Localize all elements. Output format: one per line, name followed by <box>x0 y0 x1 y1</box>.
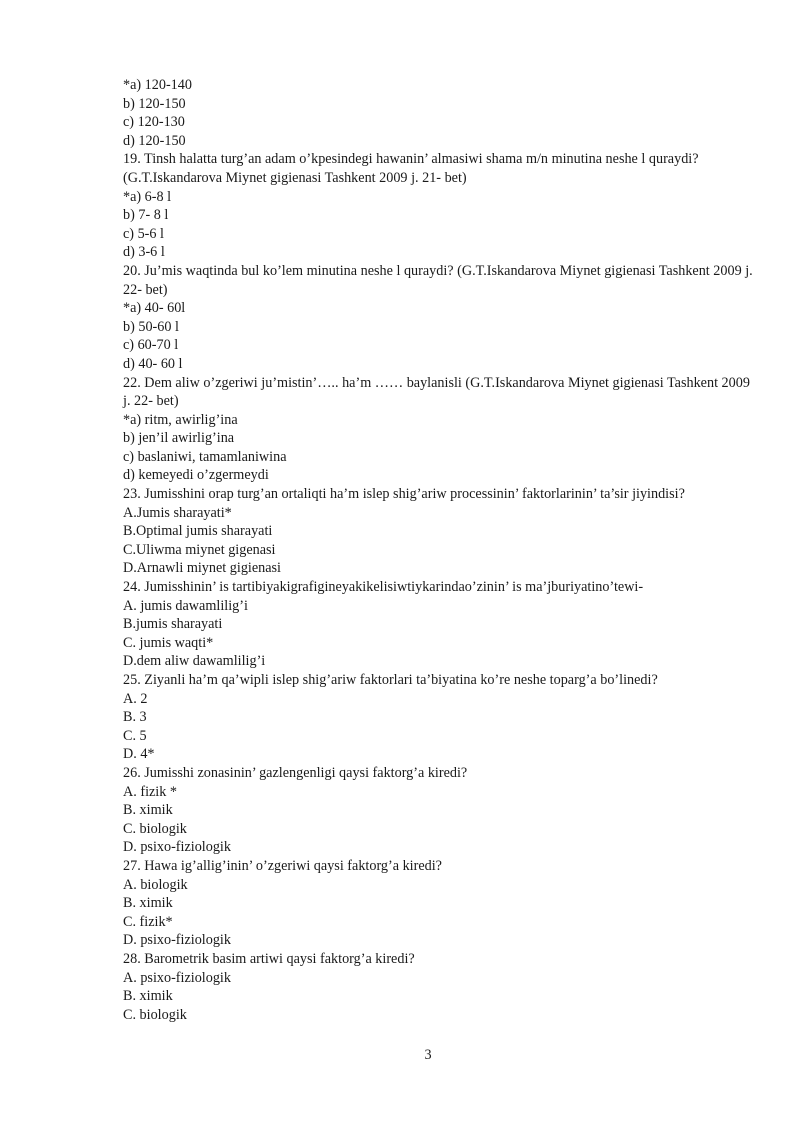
question-text: 22. Dem aliw o’zgeriwi ju’mistin’….. ha’m …… baylanisli (G.T.Iskandarova Miynet gigienasi Tashkent 2009 j. 22- bet) <box>123 374 750 410</box>
text-line: C.Uliwma miynet gigenasi <box>123 541 276 558</box>
page-number: 3 <box>424 1047 432 1063</box>
text-line: D.dem aliw dawamlilig’i <box>123 653 266 670</box>
text-line: B. ximik <box>123 802 173 819</box>
text-line: b) jen’il awirlig’ina <box>123 430 235 447</box>
text-line: C. jumis waqti* <box>123 634 214 651</box>
text-line: C. 5 <box>123 727 147 744</box>
text-line: b) 120-150 <box>123 95 186 112</box>
text-line: b) 7- 8 l <box>123 207 169 224</box>
text-line: A. psixo-fiziologik <box>123 969 231 986</box>
text-line: B.jumis sharayati <box>123 616 223 633</box>
text-line: d) 3-6 l <box>123 244 165 261</box>
text-line: B. 3 <box>123 709 147 726</box>
question-text: 23. Jumisshini orap turg’an ortaliqti ha’m islep shig’ariw processinin’ faktorlarinin’ ta’sir jiyindisi? <box>123 486 685 503</box>
question-text: 27. Hawa ig’allig’inin’ o’zgeriwi qaysi faktorg’a kiredi? <box>123 857 442 874</box>
text-line: c) 5-6 l <box>123 225 164 242</box>
question-text: 24. Jumisshinin’ is tartibiyakigrafigineyakikelisiwtiykarindao’zinin’ is ma’jburiyatino’tewi- <box>123 579 644 596</box>
text-line: A. fizik * <box>123 783 177 800</box>
text-line: c) 120-130 <box>123 114 185 131</box>
text-line: d) kemeyedi o’zgermeydi <box>123 467 269 484</box>
text-line: d) 120-150 <box>123 132 186 149</box>
text-line: b) 50-60 l <box>123 318 179 335</box>
text-line: B. ximik <box>123 988 173 1005</box>
text-line: *a) 120-140 <box>123 77 192 93</box>
text-line: *a) 40- 60l <box>123 300 186 317</box>
text-line: B.Optimal jumis sharayati <box>123 523 273 540</box>
question-text: 25. Ziyanli ha’m qa’wipli islep shig’ariw faktorlari ta’biyatina ko’re neshe toparg’a bo’linedi? <box>123 672 658 688</box>
text-line: c) baslaniwi, tamamlaniwina <box>123 448 287 465</box>
question-text: 26. Jumisshi zonasinin’ gazlengenligi qaysi faktorg’a kiredi? <box>123 764 468 781</box>
text-line: c) 60-70 l <box>123 337 179 354</box>
question-text: 19. Tinsh halatta turg’an adam o’kpesindegi hawanin’ almasiwi shama m/n minutina neshe l quraydi? (G.T.Iskandarova Miynet gigienasi Tashkent 2009 j. 21- bet) <box>123 151 699 186</box>
text-line: d) 40- 60 l <box>123 355 183 372</box>
text-line: *a) 6-8 l <box>123 188 172 205</box>
document-body <box>123 76 753 1024</box>
text-line: D. 4* <box>123 746 155 763</box>
text-line: C. fizik* <box>123 913 173 930</box>
text-line: A.Jumis sharayati* <box>123 504 232 521</box>
text-line: A. 2 <box>123 690 148 707</box>
text-line: D.Arnawli miynet gigienasi <box>123 560 282 577</box>
text-line: *a) ritm, awirlig’ina <box>123 411 238 428</box>
text-line: C. biologik <box>123 820 187 837</box>
question-text: 20. Ju’mis waqtinda bul ko’lem minutina neshe l quraydi? (G.T.Iskandarova Miynet gigienasi Tashkent 2009 j. 22- bet) <box>123 262 753 298</box>
text-line: B. ximik <box>123 895 173 912</box>
question-text: 28. Barometrik basim artiwi qaysi faktorg’a kiredi? <box>123 950 415 967</box>
text-line: C. biologik <box>123 1006 187 1023</box>
text-line: D. psixo-fiziologik <box>123 839 231 856</box>
text-line: A. jumis dawamlilig’i <box>123 597 248 614</box>
text-line: A. biologik <box>123 876 188 893</box>
text-line: D. psixo-fiziologik <box>123 932 231 949</box>
